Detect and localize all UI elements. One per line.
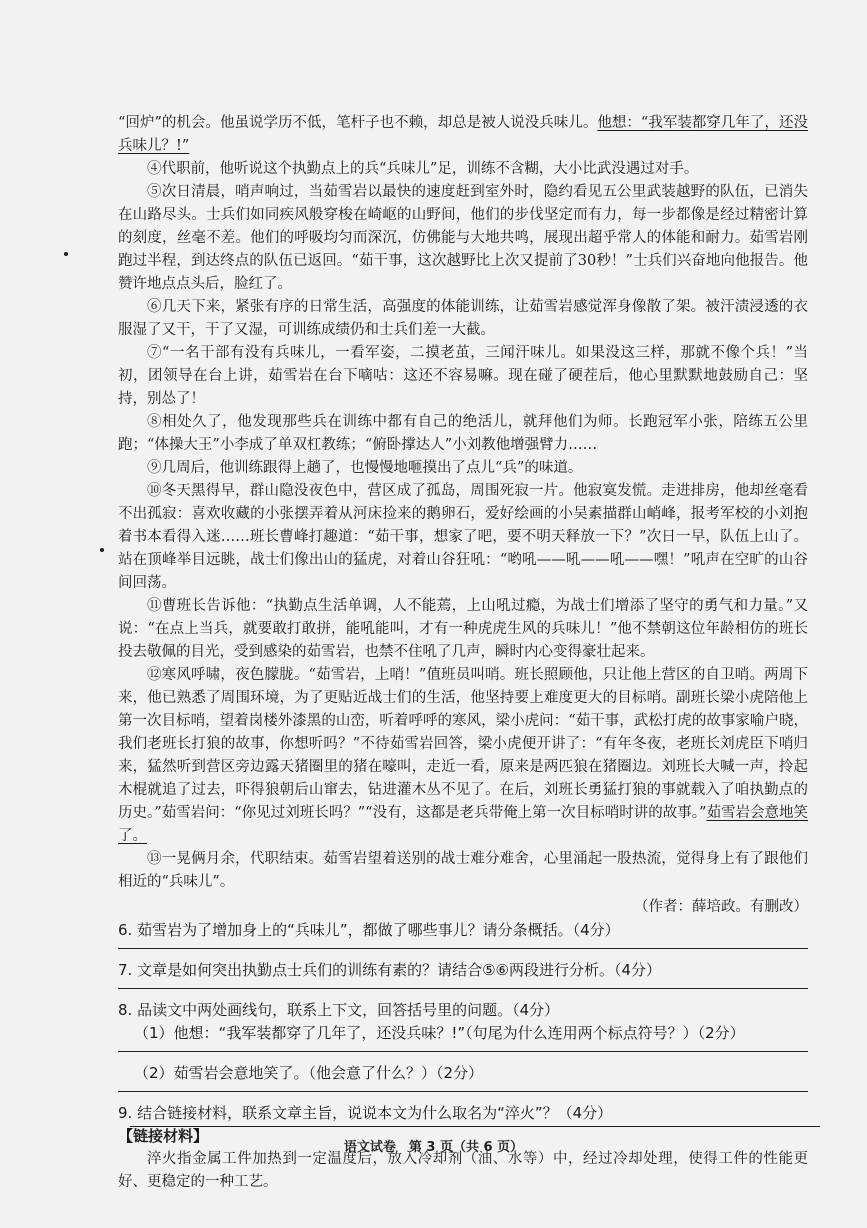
author-attribution: （作者：薛培政。有删改）: [634, 899, 808, 915]
question-6: 6. 茹雪岩为了增加身上的“兵味儿”，都做了哪些事儿？请分条概括。（4分）: [118, 921, 620, 939]
answer-line-6[interactable]: [118, 948, 808, 949]
paragraph-7: ⑦“一名干部有没有兵味儿，一看军姿，二摸老茧，三闻汗味儿。如果没这三样，那就不像个兵！”当初，团领导在台上讲，茹雪岩在台下嘀咕：这还不容易嘛。现在碰了硬茬后，他心里默默地鼓励自己：坚持，别怂了！: [118, 345, 808, 407]
answer-line-7[interactable]: [118, 988, 808, 989]
question-7: 7. 文章是如何突出执勤点士兵们的训练有素的？请结合⑤⑥两段进行分析。（4分）: [118, 961, 662, 979]
underlined-sentence-1: 他想：“我军装都穿几年了，还没兵味儿？!”: [118, 115, 808, 154]
paragraph-11: ⑪曹班长告诉他：“执勤点生活单调，人不能蔫，上山吼过瘾，为战士们增添了坚守的勇气和力量。”又说：“在点上当兵，就要敢打敢拼，能吼能叫，才有一种虎虎生风的兵味儿！”他不禁朝这位年龄相仿的班长投去敬佩的目光，受到感染的茹雪岩，也禁不住吼了几声，瞬时内心变得豪壮起来。: [118, 598, 808, 660]
underlined-sentence-2: 茹雪岩会意地笑了。: [118, 805, 808, 844]
page-footer: 语文试卷 第 3 页（共 6 页）: [343, 1140, 524, 1155]
paragraph-4: ④代职前，他听说这个执勤点上的兵“兵味儿”足，训练不含糊，大小比武没遇过对手。: [147, 161, 699, 177]
scan-speck: [100, 548, 104, 552]
question-8: 8. 品读文中两处画线句，联系上下文，回答括号里的问题。（4分）: [118, 1001, 560, 1019]
answer-line-8-2[interactable]: [118, 1091, 808, 1092]
question-9: 9. 结合链接材料，联系文章主旨，说说本文为什么取名为“淬火”？（4分）: [118, 1104, 613, 1122]
paragraph-6: ⑥几天下来，紧张有序的日常生活，高强度的体能训练，让茹雪岩感觉浑身像散了架。被汗渍浸透的衣服湿了又干，干了又湿，可训练成绩仍和士兵们差一大截。: [118, 299, 808, 338]
answer-line-8-1[interactable]: [118, 1051, 808, 1052]
paragraph-13: ⑬一晃俩月余，代职结束。茹雪岩望着送别的战士难分难舍，心里涌起一股热流，觉得身上有了跟他们相近的“兵味儿”。: [118, 851, 808, 890]
paragraph-5: ⑤次日清晨，哨声响过，当茹雪岩以最快的速度赶到室外时，隐约看见五公里武装越野的队伍，已消失在山路尽头。士兵们如同疾风般穿梭在崎岖的山野间，他们的步伐坚定而有力，每一步都像是经过精密计算的刻度，丝毫不差。他们的呼吸均匀而深沉，仿佛能与大地共鸣，展现出超乎常人的体能和耐力。茹雪岩刚跑过半程，到达终点的队伍已返回。“茹干事，这次越野比上次又提前了30秒！”士兵们兴奋地向他报告。他赞许地点点头后，脸红了。: [118, 184, 808, 292]
paragraph-9: ⑨几周后，他训练跟得上趟了，也慢慢地咂摸出了点儿“兵”的味道。: [147, 460, 583, 476]
link-material-title: 【链接材料】: [118, 1127, 209, 1145]
paragraph-10: ⑩冬天黑得早，群山隐没夜色中，营区成了孤岛，周围死寂一片。他寂寞发慌。走进排房，他却丝毫看不出孤寂：喜欢收藏的小张摆弄着从河床捡来的鹅卵石，爱好绘画的小吴素描群山峭峰，报考军校的小刘抱着书本看得入迷……班长曹峰打趣道：“茹干事，想家了吧，要不明天释放一下？”次日一早，队伍上山了。站在顶峰举目远眺，战士们像出山的猛虎，对着山谷狂吼：“哟吼——吼——吼——嘿！”吼声在空旷的山谷间回荡。: [118, 483, 808, 591]
link-material-text: 淬火指金属工件加热到一定温度后，放入冷却剂（油、水等）中，经过冷却处理，使得工件的性能更好、更稳定的一种工艺。: [118, 1151, 808, 1190]
exam-page: [118, 112, 808, 1194]
question-8-1: （1）他想：“我军装都穿了几年了，还没兵味？!”（句尾为什么连用两个标点符号？）（2分）: [134, 1024, 745, 1042]
paragraph-12: ⑫寒风呼啸，夜色朦胧。“茹雪岩，上哨！”值班员叫哨。班长照顾他，只让他上营区的自卫哨。两周下来，他已熟悉了周围环境，为了更贴近战士们的生活，他坚持要上难度更大的目标哨。副班长梁小虎陪他上第一次目标哨，望着岗楼外漆黑的山峦，听着呼呼的寒风，梁小虎问：“茹干事，武松打虎的故事家喻户晓，我们老班长打狼的故事，你想听吗？”不待茹雪岩回答，梁小虎便开讲了：“有年冬夜，老班长刘虎臣下哨归来，猛然听到营区旁边露天猪圈里的猪在嚎叫，走近一看，原来是两匹狼在猪圈边。刘班长大喊一声，拎起木棍就追了过去，吓得狼朝后山窜去，钻进灌木丛不见了。在后，刘班长勇猛打狼的事就载入了咱执勤点的历史。”茹雪岩问：“你见过刘班长吗？”“没有，这都是老兵带俺上第一次目标哨时讲的故事。”茹雪岩会意地笑了。: [118, 667, 808, 844]
paragraph-8: ⑧相处久了，他发现那些兵在训练中都有自己的绝活儿，就拜他们为师。长跑冠军小张，陪练五公里跑；“体操大王”小李成了单双杠教练；“俯卧撑达人”小刘教他增强臂力……: [118, 414, 808, 453]
question-8-2: （2）茹雪岩会意地笑了。（他会意了什么？）（2分）: [134, 1064, 484, 1082]
paragraph-continuation: “回炉”的机会。他虽说学历不低，笔杆子也不赖，却总是被人说没兵味儿。他想：“我军装都穿几年了，还没兵味儿？!”: [118, 115, 808, 154]
footer-rule: [130, 1126, 820, 1127]
scan-speck: [64, 252, 68, 256]
